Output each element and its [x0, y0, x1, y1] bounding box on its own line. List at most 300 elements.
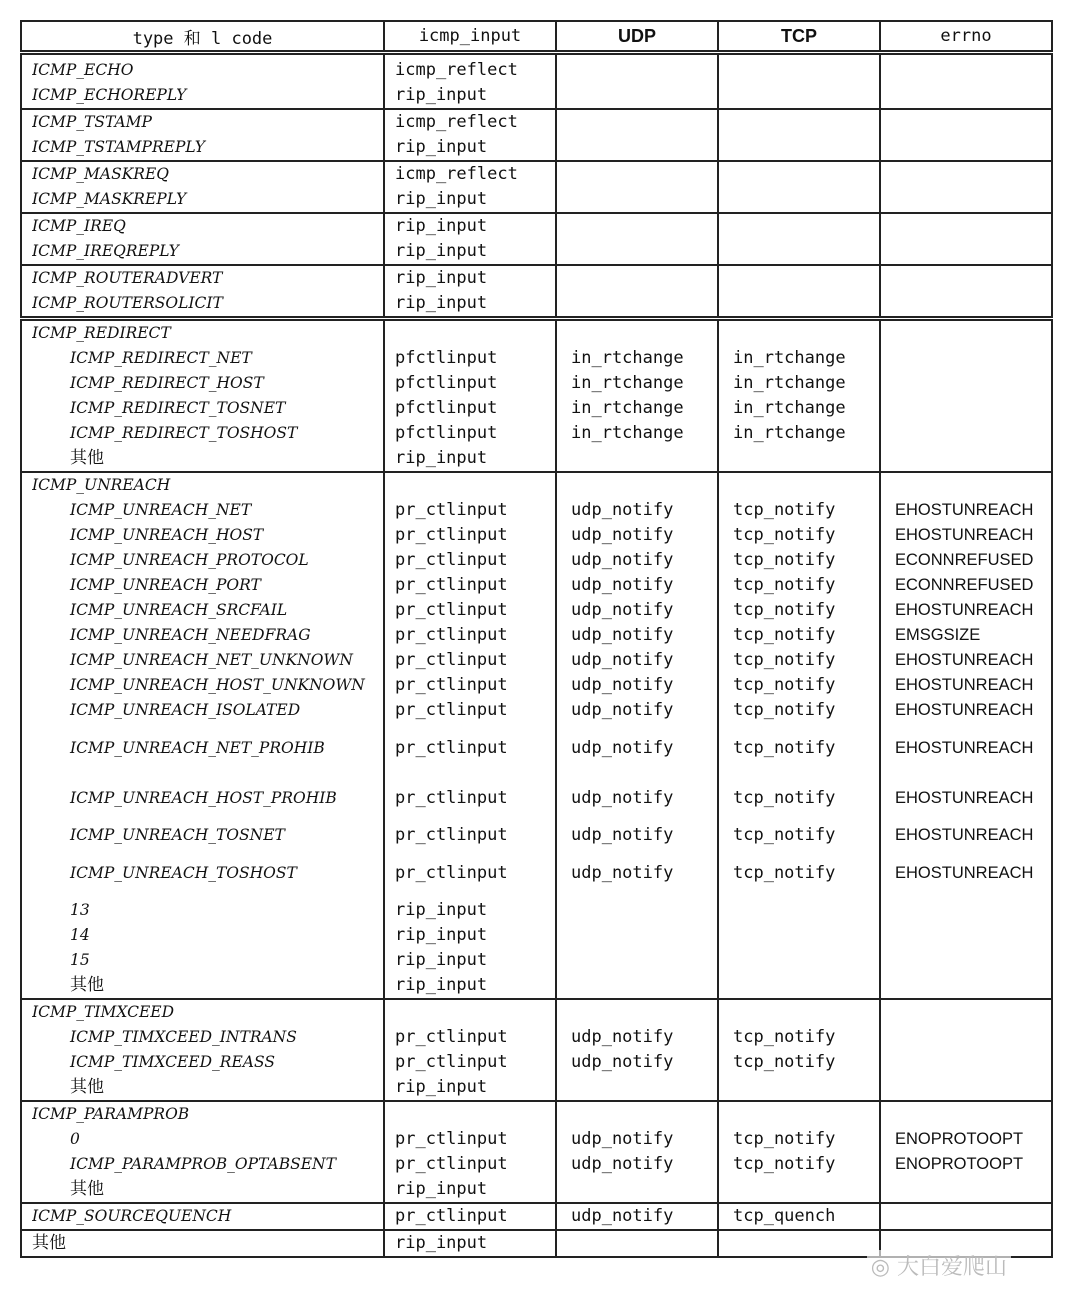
udp-text [571, 321, 717, 346]
errno-text [895, 1050, 1051, 1075]
udp-text: udp_notify [571, 675, 674, 695]
icmp-text: pr_ctlinput [395, 650, 508, 670]
errno-text [895, 1025, 1051, 1050]
cell-icmp [384, 319, 556, 473]
type-code-text: ICMP_ROUTERSOLICIT [32, 294, 223, 312]
errno-text: EHOSTUNREACH [895, 501, 1034, 519]
type-code-text: ICMP_SOURCEQUENCH [32, 1207, 232, 1225]
icmp-dispatch-table [20, 20, 1053, 1258]
tcp-text [733, 266, 879, 291]
type-code-text: ICMP_IREQREPLY [32, 242, 179, 260]
errno-text [895, 948, 1051, 973]
udp-text: udp_notify [571, 863, 674, 883]
cell-type [21, 1203, 384, 1230]
errno-text [895, 923, 1051, 948]
tcp-text: tcp_notify [733, 825, 836, 845]
tcp-text [733, 58, 879, 83]
document-page [20, 20, 1051, 1280]
type-code-text: ICMP_MASKREPLY [32, 190, 187, 208]
icmp-text: icmp_reflect [395, 60, 518, 80]
icmp-text: rip_input [395, 216, 488, 236]
type-code-text: ICMP_UNREACH_NET_UNKNOWN [70, 651, 353, 669]
icmp-text: rip_input [395, 448, 488, 468]
cell-udp [556, 161, 718, 213]
table-row [21, 53, 1052, 110]
tcp-text: tcp_notify [733, 1052, 836, 1072]
icmp-text: pfctlinput [395, 373, 498, 393]
cell-udp [556, 1203, 718, 1230]
tcp-text: tcp_quench [733, 1206, 836, 1226]
errno-text: EHOSTUNREACH [895, 526, 1034, 544]
tcp-text: tcp_notify [733, 575, 836, 595]
errno-text [895, 214, 1051, 239]
udp-text [571, 110, 717, 135]
cell-icmp [384, 161, 556, 213]
udp-text [571, 923, 717, 948]
cell-type [21, 1230, 384, 1257]
type-code-text: 其他 [70, 448, 104, 468]
errno-text [895, 1075, 1051, 1100]
type-code-text: ICMP_REDIRECT_TOSHOST [70, 424, 298, 442]
type-code-text: ICMP_REDIRECT_NET [70, 349, 252, 367]
cell-tcp [718, 161, 880, 213]
watermark [867, 1250, 1011, 1281]
icmp-text: pr_ctlinput [395, 825, 508, 845]
row-group [21, 1101, 1052, 1203]
errno-text [895, 446, 1051, 471]
errno-text: EMSGSIZE [895, 626, 981, 644]
tcp-text [733, 214, 879, 239]
icmp-text: rip_input [395, 137, 488, 157]
icmp-text: rip_input [395, 900, 488, 920]
udp-text [571, 973, 717, 998]
udp-text: udp_notify [571, 1206, 674, 1226]
icmp-text: rip_input [395, 293, 488, 313]
cell-udp [556, 53, 718, 110]
type-code-text: ICMP_TIMXCEED_INTRANS [70, 1028, 297, 1046]
errno-text [895, 110, 1051, 135]
table-row [21, 1203, 1052, 1230]
icmp-text: pr_ctlinput [395, 738, 508, 758]
tcp-text: tcp_notify [733, 700, 836, 720]
tcp-text [733, 1000, 879, 1025]
type-code-text: ICMP_ROUTERADVERT [32, 269, 223, 287]
icmp-text: rip_input [395, 241, 488, 261]
icmp-text [395, 1102, 555, 1127]
row-group [21, 161, 1052, 213]
type-code-text: ICMP_UNREACH_TOSHOST [70, 864, 297, 882]
cell-errno [880, 53, 1052, 110]
udp-text [571, 948, 717, 973]
cell-type [21, 53, 384, 110]
table-row [21, 161, 1052, 213]
icmp-text: rip_input [395, 268, 488, 288]
type-code-text: ICMP_TSTAMPREPLY [32, 138, 205, 156]
udp-text [571, 1102, 717, 1127]
errno-text [895, 1000, 1051, 1025]
udp-text: udp_notify [571, 1154, 674, 1174]
table-row [21, 109, 1052, 161]
cell-icmp [384, 213, 556, 265]
header-icmp-input: icmp_input [384, 21, 556, 53]
table-header [21, 21, 1052, 53]
udp-text: udp_notify [571, 625, 674, 645]
row-group [21, 472, 1052, 999]
cell-icmp [384, 1203, 556, 1230]
type-code-text: ICMP_UNREACH_PROTOCOL [70, 551, 309, 569]
cell-icmp [384, 472, 556, 999]
icmp-text: pr_ctlinput [395, 863, 508, 883]
table-row [21, 1101, 1052, 1203]
errno-text [895, 1177, 1051, 1202]
type-code-text: 0 [70, 1130, 80, 1148]
errno-text [895, 58, 1051, 83]
cell-udp [556, 472, 718, 999]
icmp-text: pr_ctlinput [395, 788, 508, 808]
udp-text: udp_notify [571, 700, 674, 720]
icmp-text: icmp_reflect [395, 112, 518, 132]
icmp-text: pr_ctlinput [395, 525, 508, 545]
icmp-text: pr_ctlinput [395, 1129, 508, 1149]
header-tcp: TCP [718, 21, 880, 53]
tcp-text [733, 162, 879, 187]
cell-tcp [718, 1230, 880, 1257]
type-code-text: ICMP_REDIRECT_TOSNET [70, 399, 286, 417]
table-row [21, 472, 1052, 999]
errno-text [895, 371, 1051, 396]
cell-udp [556, 1230, 718, 1257]
errno-text [895, 239, 1051, 264]
type-code-text: ICMP_UNREACH_NEEDFRAG [70, 626, 311, 644]
udp-text: udp_notify [571, 575, 674, 595]
type-code-text: ICMP_UNREACH_TOSNET [70, 826, 285, 844]
tcp-text [733, 973, 879, 998]
type-code-text: ICMP_REDIRECT [32, 324, 171, 342]
udp-text [571, 1075, 717, 1100]
tcp-text [733, 83, 879, 108]
errno-text: ECONNREFUSED [895, 551, 1034, 569]
tcp-text: tcp_notify [733, 1154, 836, 1174]
tcp-text: tcp_notify [733, 738, 836, 758]
icmp-text: pfctlinput [395, 348, 498, 368]
cell-icmp [384, 53, 556, 110]
row-group [21, 53, 1052, 110]
cell-errno [880, 213, 1052, 265]
udp-text [571, 58, 717, 83]
udp-text [571, 291, 717, 316]
cell-icmp [384, 109, 556, 161]
type-code-text: 13 [70, 901, 90, 919]
type-code-text: ICMP_UNREACH_ISOLATED [70, 701, 301, 719]
errno-text [895, 266, 1051, 291]
cell-errno [880, 472, 1052, 999]
cell-udp [556, 109, 718, 161]
udp-text [571, 239, 717, 264]
icmp-text: rip_input [395, 1077, 488, 1097]
cell-type [21, 265, 384, 319]
udp-text [571, 266, 717, 291]
udp-text [571, 135, 717, 160]
cell-type [21, 161, 384, 213]
cell-tcp [718, 319, 880, 473]
type-code-text: 其他 [70, 1179, 104, 1199]
wechat-icon: ◎ [870, 1255, 897, 1280]
icmp-text: icmp_reflect [395, 164, 518, 184]
tcp-text [733, 1075, 879, 1100]
cell-errno [880, 999, 1052, 1101]
cell-type [21, 1101, 384, 1203]
tcp-text [733, 473, 879, 498]
udp-text: udp_notify [571, 738, 674, 758]
type-code-text: ICMP_UNREACH_SRCFAIL [70, 601, 288, 619]
cell-udp [556, 999, 718, 1101]
errno-text [895, 162, 1051, 187]
watermark-text: 大白爱爬山 [896, 1255, 1007, 1280]
type-code-text: 其他 [70, 975, 104, 995]
tcp-text [733, 110, 879, 135]
cell-icmp [384, 1230, 556, 1257]
udp-text [571, 446, 717, 471]
cell-udp [556, 265, 718, 319]
tcp-text [733, 135, 879, 160]
udp-text: in_rtchange [571, 373, 684, 393]
errno-text: EHOSTUNREACH [895, 676, 1034, 694]
type-code-text: 14 [70, 926, 90, 944]
errno-text: EHOSTUNREACH [895, 864, 1034, 882]
udp-text [571, 898, 717, 923]
udp-text: udp_notify [571, 525, 674, 545]
tcp-text: tcp_notify [733, 500, 836, 520]
icmp-text: pr_ctlinput [395, 575, 508, 595]
cell-tcp [718, 472, 880, 999]
cell-type [21, 213, 384, 265]
row-group [21, 109, 1052, 161]
icmp-text: pr_ctlinput [395, 1052, 508, 1072]
type-code-text: ICMP_ECHO [32, 61, 134, 79]
cell-errno [880, 161, 1052, 213]
errno-text: EHOSTUNREACH [895, 739, 1034, 757]
row-group [21, 999, 1052, 1101]
row-group [21, 319, 1052, 473]
errno-text [895, 1102, 1051, 1127]
errno-text [895, 473, 1051, 498]
errno-text [895, 346, 1051, 371]
icmp-text: rip_input [395, 950, 488, 970]
header-udp: UDP [556, 21, 718, 53]
tcp-text [733, 898, 879, 923]
udp-text: udp_notify [571, 1052, 674, 1072]
cell-icmp [384, 265, 556, 319]
tcp-text: in_rtchange [733, 423, 846, 443]
errno-text: EHOSTUNREACH [895, 826, 1034, 844]
cell-tcp [718, 109, 880, 161]
cell-icmp [384, 1101, 556, 1203]
cell-udp [556, 319, 718, 473]
tcp-text [733, 291, 879, 316]
icmp-text: rip_input [395, 1233, 488, 1253]
cell-tcp [718, 213, 880, 265]
icmp-text: pr_ctlinput [395, 1027, 508, 1047]
errno-text: ENOPROTOOPT [895, 1130, 1024, 1148]
errno-text [895, 187, 1051, 212]
cell-type [21, 109, 384, 161]
errno-text [895, 421, 1051, 446]
cell-errno [880, 1203, 1052, 1230]
cell-type [21, 319, 384, 473]
cell-tcp [718, 999, 880, 1101]
type-code-text: ICMP_UNREACH_NET_PROHIB [70, 739, 325, 757]
tcp-text [733, 239, 879, 264]
tcp-text [733, 1231, 879, 1256]
errno-text: EHOSTUNREACH [895, 701, 1034, 719]
icmp-text: pr_ctlinput [395, 700, 508, 720]
errno-text: EHOSTUNREACH [895, 651, 1034, 669]
cell-type [21, 999, 384, 1101]
type-code-text: ICMP_PARAMPROB_OPTABSENT [70, 1155, 336, 1173]
errno-text: EHOSTUNREACH [895, 601, 1034, 619]
udp-text: udp_notify [571, 1129, 674, 1149]
errno-text [895, 898, 1051, 923]
tcp-text: in_rtchange [733, 398, 846, 418]
udp-text [571, 162, 717, 187]
type-code-text: 其他 [32, 1233, 66, 1253]
icmp-text [395, 1000, 555, 1025]
table-row [21, 265, 1052, 319]
tcp-text: tcp_notify [733, 650, 836, 670]
type-code-text: ICMP_PARAMPROB [32, 1105, 190, 1123]
errno-text [895, 321, 1051, 346]
icmp-text: pfctlinput [395, 398, 498, 418]
type-code-text: ICMP_TIMXCEED [32, 1003, 175, 1021]
type-code-text: ICMP_TSTAMP [32, 113, 152, 131]
table-row [21, 319, 1052, 473]
cell-tcp [718, 265, 880, 319]
cell-errno [880, 265, 1052, 319]
cell-errno [880, 109, 1052, 161]
type-code-text: ICMP_UNREACH [32, 476, 171, 494]
errno-text [895, 973, 1051, 998]
type-code-text: ICMP_TIMXCEED_REASS [70, 1053, 275, 1071]
type-code-text: ICMP_UNREACH_PORT [70, 576, 261, 594]
udp-text [571, 473, 717, 498]
udp-text: udp_notify [571, 550, 674, 570]
udp-text: in_rtchange [571, 398, 684, 418]
tcp-text: tcp_notify [733, 1129, 836, 1149]
errno-text [895, 135, 1051, 160]
icmp-text: rip_input [395, 85, 488, 105]
udp-text [571, 1177, 717, 1202]
icmp-text: pr_ctlinput [395, 675, 508, 695]
header-type-code: type 和 l code [21, 21, 384, 53]
errno-text [895, 83, 1051, 108]
icmp-text: pr_ctlinput [395, 1154, 508, 1174]
icmp-text: pr_ctlinput [395, 600, 508, 620]
row-group [21, 1203, 1052, 1230]
icmp-text [395, 473, 555, 498]
table-row [21, 213, 1052, 265]
tcp-text [733, 187, 879, 212]
cell-icmp [384, 999, 556, 1101]
cell-type [21, 472, 384, 999]
tcp-text: tcp_notify [733, 600, 836, 620]
udp-text: in_rtchange [571, 423, 684, 443]
cell-errno [880, 319, 1052, 473]
type-code-text: ICMP_REDIRECT_HOST [70, 374, 264, 392]
cell-tcp [718, 1203, 880, 1230]
icmp-text: pr_ctlinput [395, 500, 508, 520]
udp-text [571, 187, 717, 212]
header-errno: errno [880, 21, 1052, 53]
cell-tcp [718, 1101, 880, 1203]
udp-text: in_rtchange [571, 348, 684, 368]
tcp-text [733, 446, 879, 471]
cell-tcp [718, 53, 880, 110]
type-code-text: ICMP_MASKREQ [32, 165, 169, 183]
errno-text [895, 291, 1051, 316]
icmp-text: rip_input [395, 1179, 488, 1199]
udp-text [571, 1000, 717, 1025]
type-code-text: ICMP_UNREACH_HOST_UNKNOWN [70, 676, 365, 694]
icmp-text: pr_ctlinput [395, 1206, 508, 1226]
cell-udp [556, 1101, 718, 1203]
errno-text [895, 1204, 1051, 1229]
udp-text: udp_notify [571, 788, 674, 808]
errno-text [895, 396, 1051, 421]
tcp-text: tcp_notify [733, 675, 836, 695]
udp-text: udp_notify [571, 1027, 674, 1047]
udp-text [571, 83, 717, 108]
errno-text: ENOPROTOOPT [895, 1155, 1024, 1173]
tcp-text: in_rtchange [733, 373, 846, 393]
errno-text: ECONNREFUSED [895, 576, 1034, 594]
cell-udp [556, 213, 718, 265]
udp-text [571, 1231, 717, 1256]
icmp-text: rip_input [395, 975, 488, 995]
tcp-text [733, 1102, 879, 1127]
icmp-text: pr_ctlinput [395, 625, 508, 645]
tcp-text [733, 1177, 879, 1202]
tcp-text: in_rtchange [733, 348, 846, 368]
icmp-text: pr_ctlinput [395, 550, 508, 570]
icmp-text [395, 321, 555, 346]
udp-text: udp_notify [571, 825, 674, 845]
type-code-text: ICMP_ECHOREPLY [32, 86, 187, 104]
tcp-text: tcp_notify [733, 863, 836, 883]
tcp-text: tcp_notify [733, 525, 836, 545]
icmp-text: rip_input [395, 189, 488, 209]
udp-text: udp_notify [571, 600, 674, 620]
tcp-text: tcp_notify [733, 1027, 836, 1047]
type-code-text: ICMP_IREQ [32, 217, 126, 235]
row-group [21, 265, 1052, 319]
tcp-text [733, 948, 879, 973]
errno-text: EHOSTUNREACH [895, 789, 1034, 807]
tcp-text: tcp_notify [733, 788, 836, 808]
cell-errno [880, 1101, 1052, 1203]
udp-text: udp_notify [571, 650, 674, 670]
row-group [21, 213, 1052, 265]
type-code-text: 15 [70, 951, 90, 969]
udp-text [571, 214, 717, 239]
type-code-text: 其他 [70, 1077, 104, 1097]
table-row [21, 999, 1052, 1101]
tcp-text [733, 923, 879, 948]
icmp-text: pfctlinput [395, 423, 498, 443]
icmp-text: rip_input [395, 925, 488, 945]
type-code-text: ICMP_UNREACH_HOST_PROHIB [70, 789, 337, 807]
tcp-text [733, 321, 879, 346]
tcp-text: tcp_notify [733, 625, 836, 645]
